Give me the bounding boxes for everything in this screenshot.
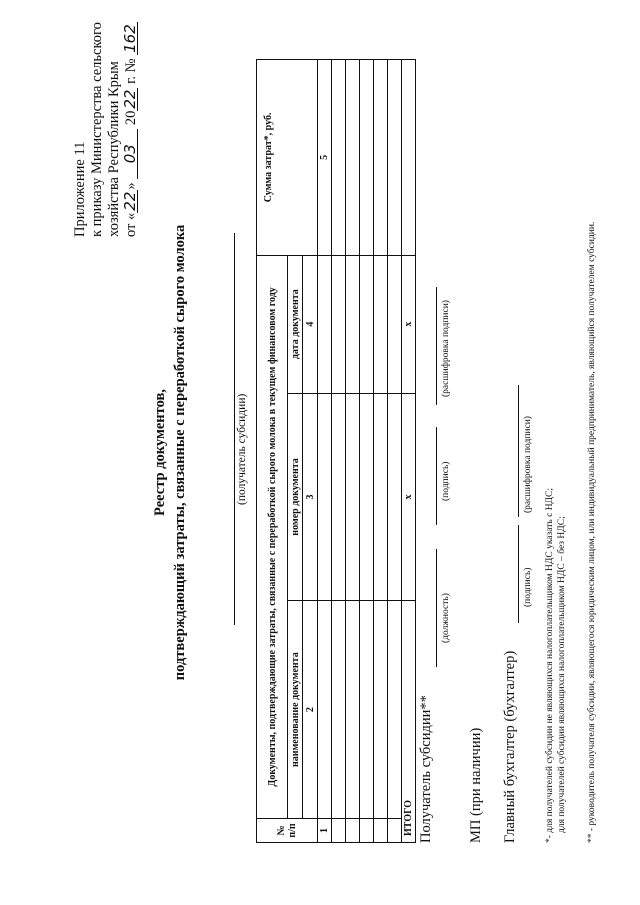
total-label: ИТОГО <box>402 601 416 843</box>
index-cell-3: 3 <box>303 393 318 601</box>
table-cell <box>318 393 332 601</box>
table-cell <box>374 60 388 256</box>
total-sum-cell <box>402 60 416 256</box>
index-cell-2: 2 <box>303 601 318 819</box>
table-cell <box>332 60 346 256</box>
recipient-line <box>234 233 235 625</box>
table-cell <box>346 393 360 601</box>
table-row <box>374 60 388 843</box>
stamp-label: МП (при наличии) <box>468 727 484 843</box>
table-cell <box>388 255 402 393</box>
table-cell <box>346 819 360 843</box>
table-cell <box>374 393 388 601</box>
date-prefix: от « <box>123 212 139 237</box>
appendix-date-line <box>123 7 140 237</box>
decode-caption: (расшифровка подписи) <box>441 300 451 397</box>
accountant-signature-line <box>518 525 519 623</box>
table-cell <box>318 255 332 393</box>
total-date-cell: x <box>402 255 416 393</box>
table-cell <box>360 393 374 601</box>
date-year-prefix: 20 <box>123 110 139 126</box>
table-cell <box>332 393 346 601</box>
recipient-caption: (получатель субсидии) <box>236 393 248 505</box>
date-day-handwritten: 22 <box>121 191 139 211</box>
appendix-block <box>72 7 140 237</box>
table-cell <box>360 60 374 256</box>
date-month-handwritten: 03 <box>123 129 138 179</box>
index-cell-5: 5 <box>318 60 332 256</box>
title-line-2: подтверждающий затраты, связанные с переработкой сырого молока <box>172 224 188 681</box>
table-cell <box>332 819 346 843</box>
header-row-1 <box>257 60 288 843</box>
table-cell <box>374 255 388 393</box>
date-suffix: г. № <box>123 58 139 88</box>
accountant-signature-caption: (подпись) <box>523 567 533 607</box>
table-cell <box>346 255 360 393</box>
table-cell <box>388 393 402 601</box>
signature-caption: (подпись) <box>441 461 451 501</box>
table-cell <box>360 255 374 393</box>
table-cell <box>332 255 346 393</box>
table-cell <box>346 60 360 256</box>
position-caption: (должность) <box>441 593 451 643</box>
table-cell <box>374 601 388 819</box>
register-table <box>256 59 416 843</box>
footnote-1-line-2: для получателей субсидии являющихся налогоплательщиком НДС – без НДС; <box>557 516 567 833</box>
footnote-2: ** - руководитель получателя субсидии, являющегося юридическим лицом, или индивидуальный предприниматель, являющийся получателем субсидии. <box>587 221 597 843</box>
table-cell <box>346 601 360 819</box>
col-number-header: номер документа <box>288 393 303 601</box>
total-number-cell: x <box>402 393 416 601</box>
position-line <box>436 549 437 667</box>
table-cell <box>388 60 402 256</box>
accountant-decode-line <box>518 385 519 517</box>
table-row <box>388 60 402 843</box>
footnote-1-line-1: *- для получателей субсидии не являющихся налогоплательщиком НДС указать с НДС; <box>545 487 555 843</box>
appendix-line-1: Приложение 11 <box>72 141 88 237</box>
table-cell <box>374 819 388 843</box>
table-cell <box>388 601 402 819</box>
table-row <box>360 60 374 843</box>
table-cell <box>332 601 346 819</box>
table-row <box>332 60 346 843</box>
table-cell <box>388 819 402 843</box>
total-row <box>402 60 416 843</box>
index-cell-4: 4 <box>303 255 318 393</box>
col-sum-header: Сумма затрат*, руб. <box>257 60 318 256</box>
decode-line <box>436 287 437 405</box>
col-date-header: дата документа <box>288 255 303 393</box>
col-name-header: наименование документа <box>288 601 303 819</box>
table-cell <box>318 601 332 819</box>
table-cell: 1 <box>318 819 332 843</box>
group-header: Документы, подтверждающие затраты, связанные с переработкой сырого молока в текущем финансовом году <box>257 255 288 818</box>
accountant-label: Главный бухгалтер (бухгалтер) <box>502 650 518 843</box>
date-mid: » <box>123 182 139 190</box>
col-num-header: № п/п <box>257 819 318 843</box>
table-cell <box>360 601 374 819</box>
table-row <box>346 60 360 843</box>
appendix-line-3: хозяйства Республики Крым <box>106 61 122 237</box>
table-cell <box>360 819 374 843</box>
accountant-decode-caption: (расшифровка подписи) <box>523 416 533 513</box>
date-year-handwritten: 22 <box>121 89 139 109</box>
title-line-1: Реестр документов, <box>152 389 168 516</box>
doc-number-handwritten: 162 <box>121 24 139 53</box>
appendix-line-2: к приказу Министерства сельского <box>89 22 105 237</box>
signature-line <box>436 427 437 525</box>
table-row <box>318 60 332 843</box>
recipient-signature-label: Получатель субсидии** <box>418 695 434 843</box>
